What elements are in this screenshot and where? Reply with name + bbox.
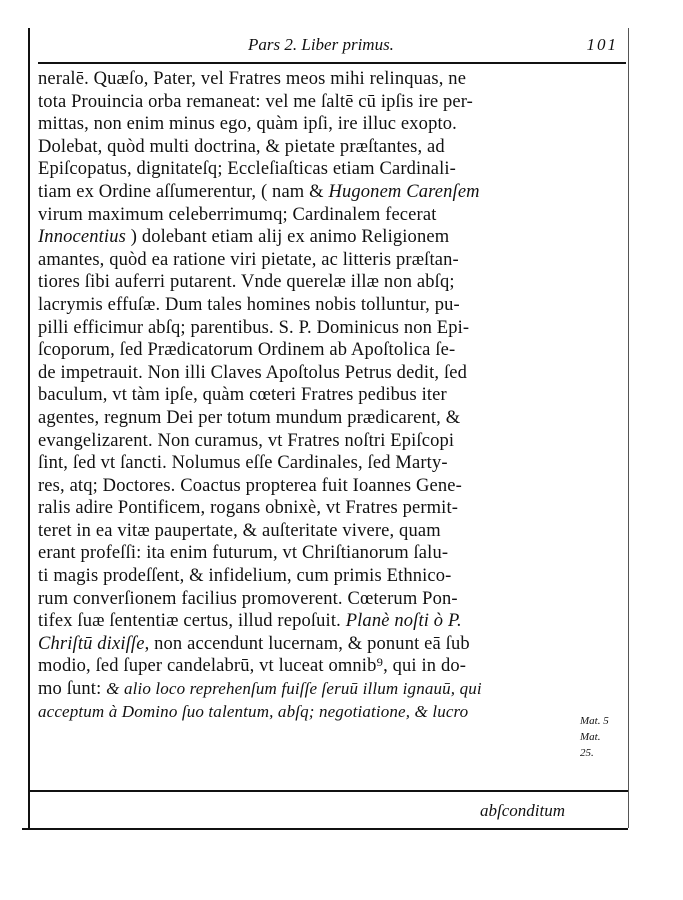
text-line: amantes, quòd ea ratione viri pietate, ac litteris præſtan- [38,249,459,270]
text-line: tiores ſibi auferri putarent. Vnde querelæ illæ non abſq; [38,272,455,293]
footer-rule [28,790,628,792]
italic-name: Hugonem Carenſem [328,181,480,202]
text-line: tiam ex Ordine aſſumerentur, ( nam & Hugonem Carenſem [38,181,480,202]
text-line: tota Prouincia orba remaneat: vel me ſaltē cū ipſis ire per- [38,91,473,112]
catchword: abſconditum [480,801,565,820]
text-line: ralis adire Pontificem, rogans obnixè, vt Fratres permit- [38,498,459,519]
italic-quote: acceptum à Domino ſuo talentum, abſq; negotiatione, & lucro [38,701,469,721]
text-line: erant profeſſi: ita enim futurum, vt Chriſtianorum ſalu- [38,543,449,564]
body-text [38,68,570,723]
italic-quote: & alio loco reprehenſum fuiſſe ſeruū illum ignauū, qui [106,679,482,699]
text-line: neralē. Quæſo, Pater, vel Fratres meos mihi relinquas, ne [38,69,467,89]
italic-name: Innocentius [38,227,126,248]
text-line: tifex ſuæ ſententiæ certus, illud repoſuit. Planè noſti ò P. [38,611,462,632]
page-header [38,32,626,64]
text-line: Innocentius ) dolebant etiam alij ex animo Religionem [38,227,450,248]
margin-ref: Mat. [580,731,601,743]
text-line: virum maximum celeberrimumq; Cardinalem fecerat [38,204,437,225]
text-line: Chriſtū dixiſſe, non accendunt lucernam, & ponunt eā ſub [38,633,470,654]
text-line: mo ſunt: & alio loco reprehenſum fuiſſe ſeruū illum ignauū, qui [38,679,482,700]
italic-quote: Planè noſti ò P. [345,611,462,632]
text-line: rum converſionem facilius promoverent. Cœterum Pon- [38,588,458,609]
margin-ref: Mat. 5 [580,715,609,727]
text-line [38,701,570,724]
text-line: Epiſcopatus, dignitateſq; Eccleſiaſticas etiam Cardinali- [38,159,456,180]
text-line: de impetrauit. Non illi Claves Apoſtolus Petrus dedit, ſed [38,362,468,383]
text-line: ſint, ſed vt ſancti. Nolumus eſſe Cardinales, ſed Marty- [38,453,448,474]
text-line: ti magis prodeſſent, & infidelium, cum primis Ethnico- [38,566,452,587]
text-line: ſcoporum, ſed Prædicatorum Ordinem ab Apoſtolica ſe- [38,340,456,361]
margin-ref: 25. [580,747,594,759]
margin-note [580,713,624,761]
text-line: evangelizarent. Non curamus, vt Fratres noſtri Epiſcopi [38,430,455,451]
italic-quote: Chriſtū dixiſſe [38,633,145,654]
text-line: baculum, vt tàm ipſe, quàm cœteri Fratres pedibus iter [38,385,447,406]
text-line: res, atq; Doctores. Coactus propterea fuit Ioannes Gene- [38,475,462,496]
text-line: Dolebat, quòd multi doctrina, & pietate præſtantes, ad [38,136,445,157]
footer-rule-bottom [22,828,628,830]
text-line: pilli efficimur abſq; parentibus. S. P. Dominicus non Epi- [38,317,470,338]
text-line: agentes, regnum Dei per totum mundum prædicarent, & [38,407,461,428]
text-line: mittas, non enim minus ego, quàm ipſi, ire illuc exopto. [38,114,457,135]
running-head: Pars 2. Liber primus. [248,35,394,54]
text-line: lacrymis effuſæ. Dum tales homines nobis tolluntur, pu- [38,294,460,315]
text-line: modio, ſed ſuper candelabrū, vt luceat omnib⁹, qui in do- [38,656,467,677]
text-line: teret in ea vitæ paupertate, & auſteritate vivere, quam [38,520,441,541]
page-number: 101 [586,35,618,54]
